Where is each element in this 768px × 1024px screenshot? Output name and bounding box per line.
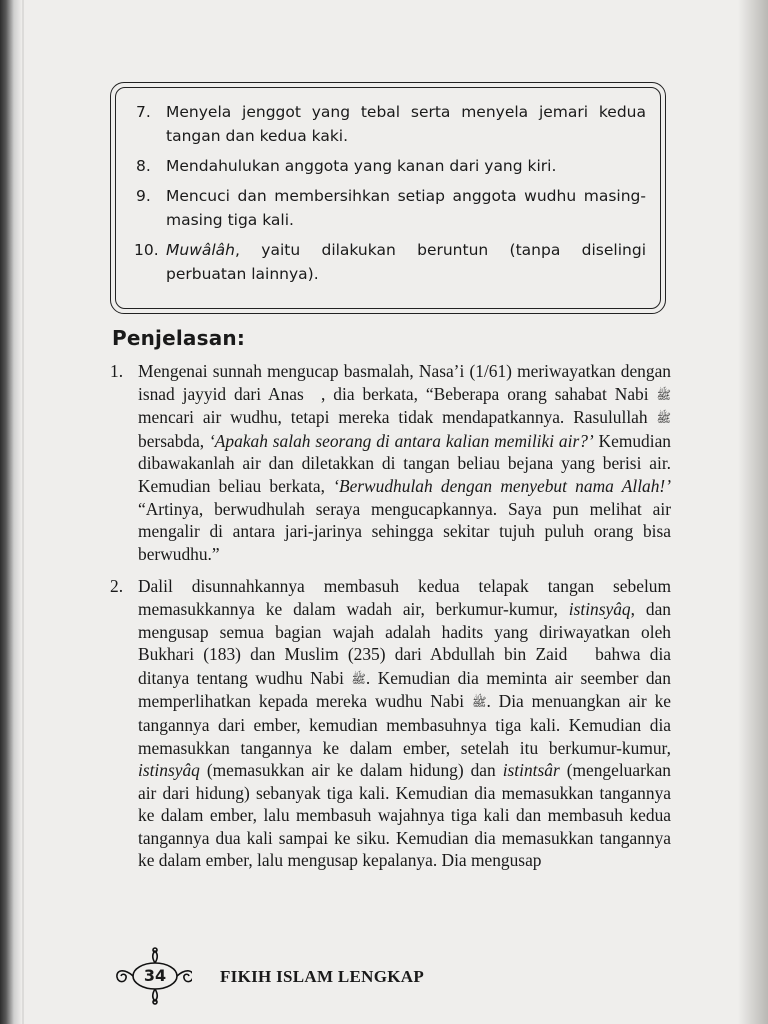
page-number: 34 bbox=[143, 966, 167, 985]
honorific-saw-icon: ﷺ bbox=[471, 695, 487, 710]
honorific-saw-icon: ﷺ bbox=[656, 411, 671, 426]
honorific-saw-icon: ﷺ bbox=[656, 387, 672, 402]
text-run: Mengenai sunnah mengucap basmalah, Nasa’i (1/61) meriwayatkan dengan isnad jayyid dari Anas bbox=[138, 361, 671, 404]
item-number: 1. bbox=[110, 361, 124, 381]
item-text: Mencuci dan membersihkan setiap anggota wudhu masing-masing tiga kali. bbox=[166, 187, 646, 229]
honorific-ra-icon: ﷜ bbox=[311, 387, 322, 402]
honorific-saw-icon: ﷺ bbox=[351, 671, 366, 686]
text-run: mencari air wudhu, tetapi mereka tidak mendapatkannya. Rasulullah bbox=[138, 407, 657, 428]
item-number: 2. bbox=[110, 576, 124, 597]
text-run: Kemudian dibawakanlah air dan diletakkan di tangan beliau bejana yang berisi air. Kemudian beliau berkata, bbox=[138, 430, 672, 496]
page-fold bbox=[22, 0, 24, 1024]
term: istintsâr bbox=[502, 760, 560, 781]
summary-list bbox=[136, 100, 646, 292]
explanation-item bbox=[110, 360, 671, 565]
item-number: 8. bbox=[136, 157, 151, 175]
explanation-item bbox=[110, 575, 671, 872]
item-number: 10. bbox=[134, 241, 159, 259]
list-item bbox=[136, 100, 646, 148]
paragraph bbox=[138, 360, 671, 565]
term: istinsyâq bbox=[138, 760, 200, 781]
paragraph bbox=[138, 575, 671, 872]
text-run: “Artinya, berwudhulah seraya mengucapkannya. Saya pun melihat air mengalir di antara jari-jarinya sehingga sekitar tujuh puluh orang bisa berwudhu.” bbox=[138, 498, 671, 564]
item-text: Mendahulukan anggota yang kanan dari yang kiri. bbox=[166, 157, 557, 175]
item-number: 9. bbox=[136, 187, 151, 205]
text-run: . Kemudian dia meminta air seember dan memperlihatkan kepada mereka wudhu Nabi bbox=[138, 667, 671, 712]
quote: ‘Apakah salah seorang di antara kalian memiliki air?’ bbox=[209, 430, 594, 451]
text-run: , dan mengusap semua bagian wajah adalah hadits yang diriwayatkan oleh Bukhari (183) dan Muslim (235) dari Abdullah bin Zaid bbox=[138, 598, 671, 665]
explanation-list bbox=[110, 360, 671, 882]
text-run: (mengeluarkan air dari hidung) sebanyak tiga kali. Kemudian dia memasukkan tangannya ke dalam ember, lalu membasuh wajahnya tiga kali dan membasuh kedua tangannya dua kali sampai ke siku. Kemudian dia memasukkan tangannya ke dalam ember, lalu mengusap kepalanya. Dia mengusap bbox=[138, 760, 671, 871]
text-run: bersabda, bbox=[138, 430, 210, 451]
list-item bbox=[136, 238, 646, 286]
section-heading: Penjelasan: bbox=[112, 326, 246, 350]
text-run: Dalil disunnahkannya membasuh kedua telapak tangan sebelum memasukkannya ke dalam wadah air, berkumur-kumur, bbox=[138, 576, 671, 619]
page-footer bbox=[108, 946, 528, 1006]
item-number: 7. bbox=[136, 103, 151, 121]
book-spine-shadow bbox=[0, 0, 22, 1024]
item-text-rest: , yaitu dilakukan beruntun (tanpa diselingi perbuatan lainnya). bbox=[166, 241, 646, 283]
honorific-ra-icon: ﷜ bbox=[576, 648, 586, 663]
text-run: . Dia menuangkan air ke tangannya dari ember, kemudian membasuhnya tiga kali. Kemudian dia memasukkan tangannya ke dalam ember, setelah itu berkumur-kumur, bbox=[138, 691, 672, 758]
item-text bbox=[166, 238, 646, 286]
list-item bbox=[136, 184, 646, 232]
list-item bbox=[136, 154, 646, 178]
text-run: (memasukkan air ke dalam hidung) dan bbox=[199, 760, 503, 781]
term: istinsyâq bbox=[568, 598, 631, 619]
item-text: Menyela jenggot yang tebal serta menyela jemari kedua tangan dan kedua kaki. bbox=[166, 103, 646, 145]
text-run: bahwa dia ditanya tentang wudhu Nabi bbox=[138, 644, 671, 688]
book-title: FIKIH ISLAM LENGKAP bbox=[220, 967, 425, 986]
quote: ‘Berwudhulah dengan menyebut nama Allah!’ bbox=[333, 475, 672, 496]
text-run: , dia berkata, “Beberapa orang sahabat Nabi bbox=[321, 383, 657, 404]
page-right-edge bbox=[738, 0, 768, 1024]
item-term: Muwâlâh bbox=[166, 241, 236, 259]
